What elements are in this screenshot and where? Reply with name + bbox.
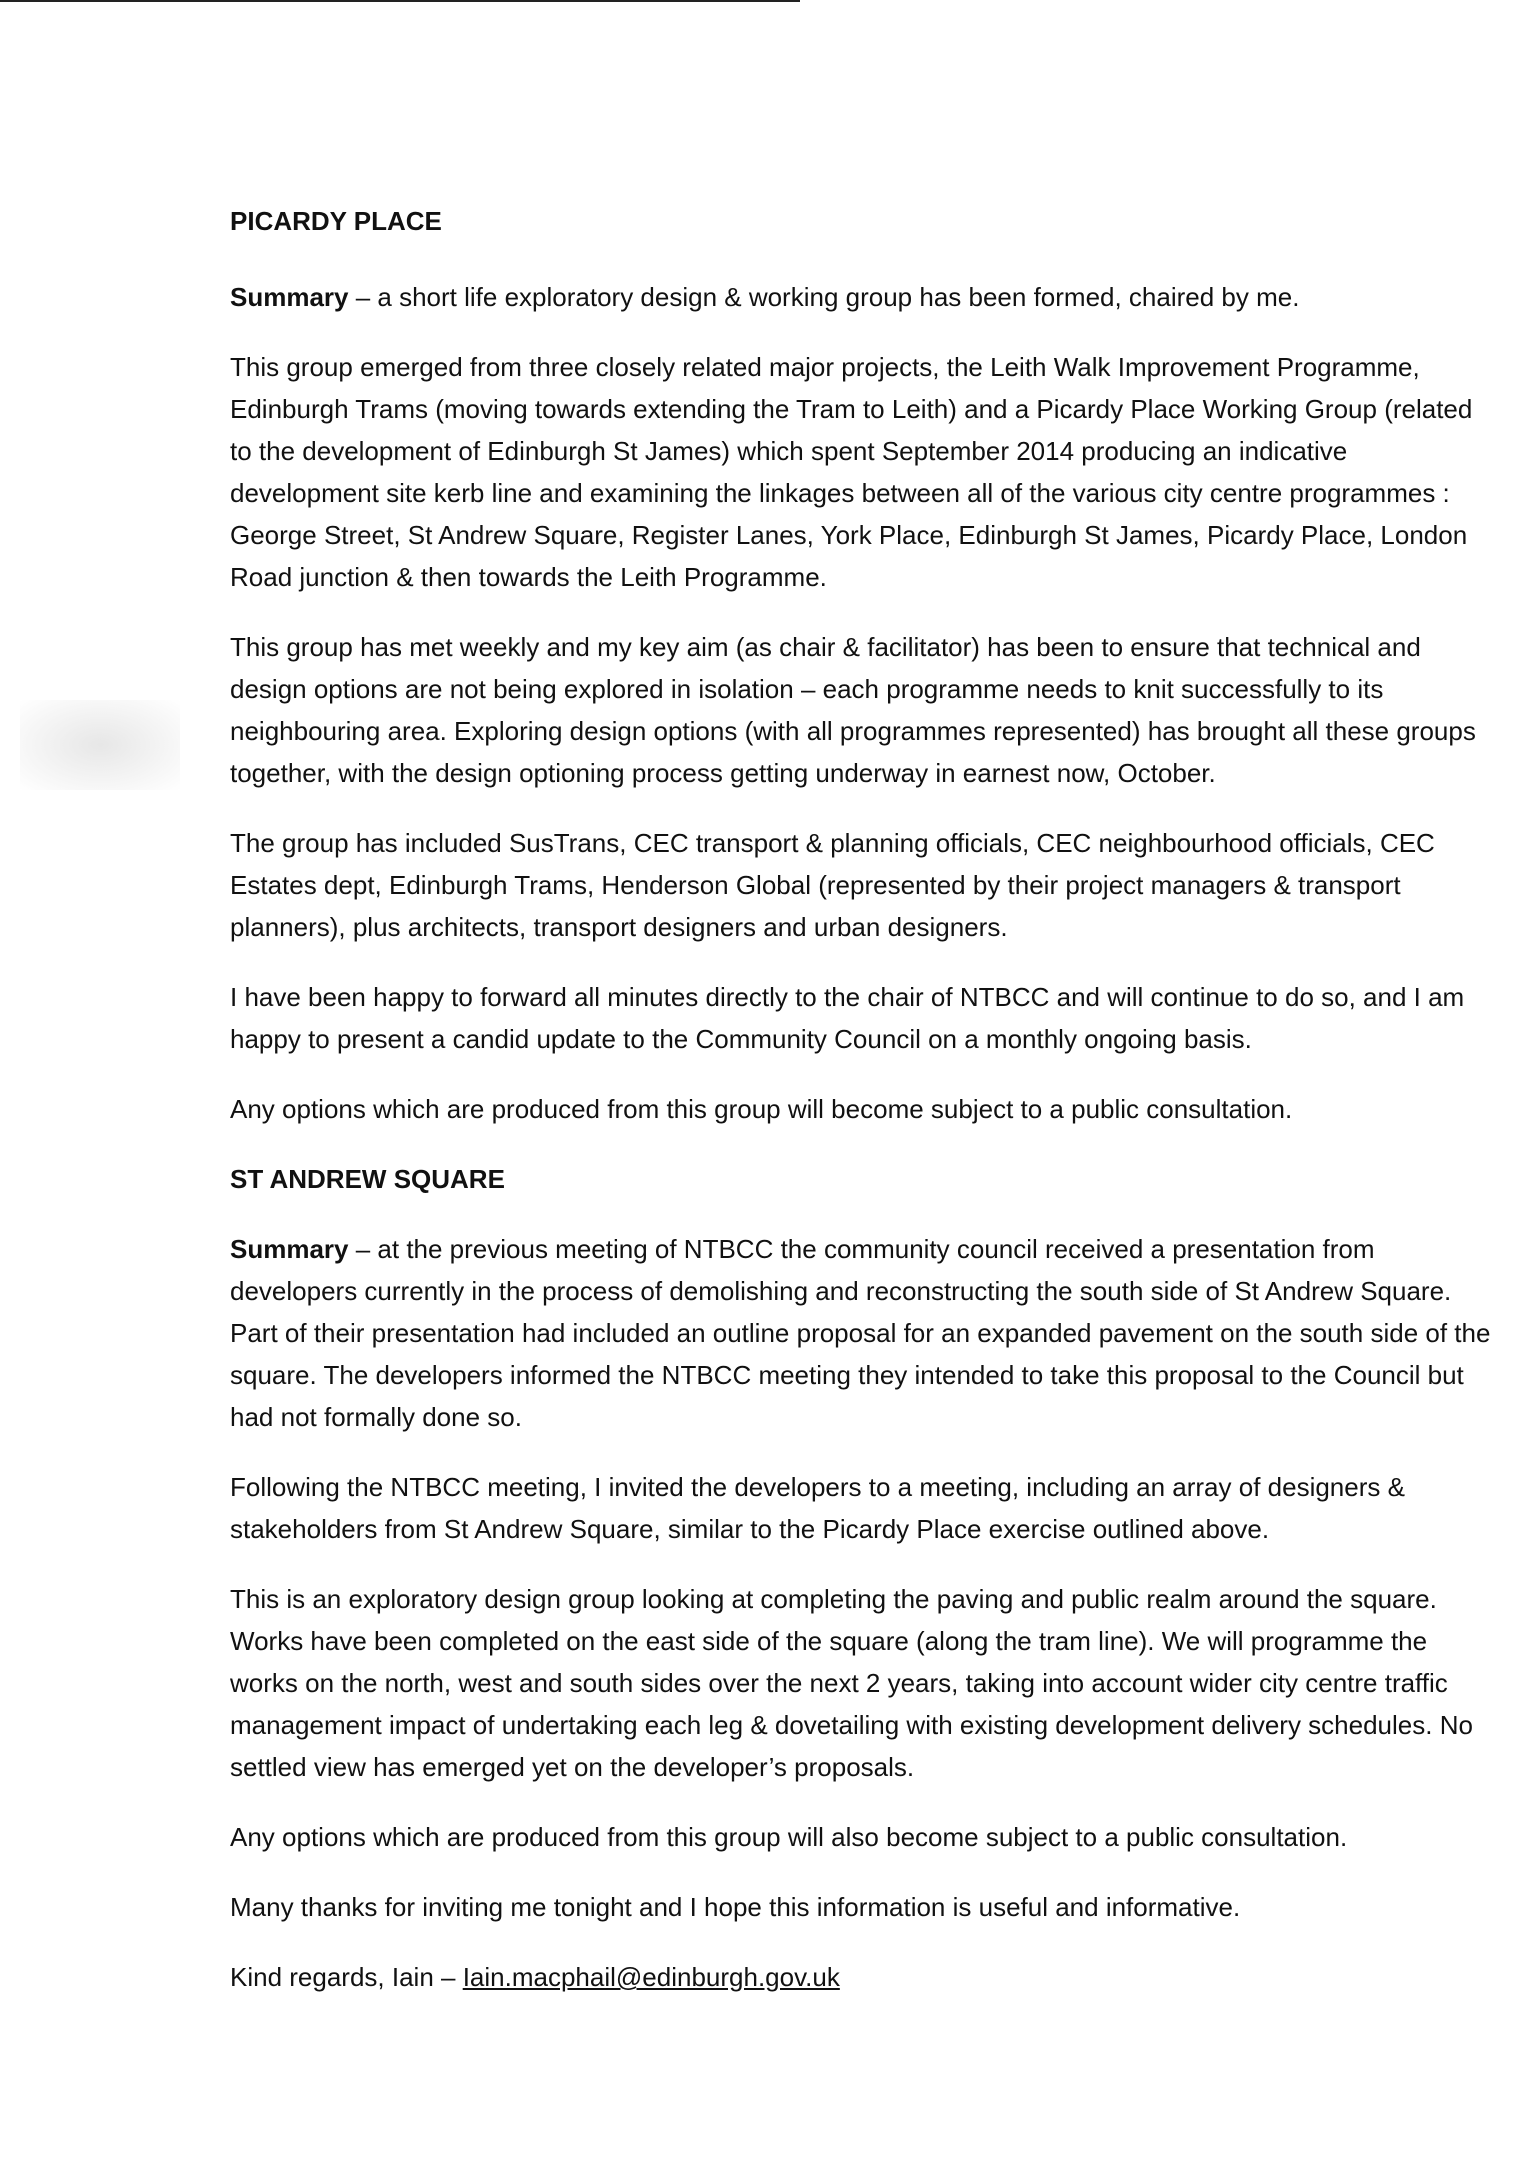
picardy-paragraph-origins: This group emerged from three closely related major projects, the Leith Walk Improvement Programme, Edinburgh Trams (moving towards extending the Tram to Leith) and a Picardy Place Working Group (related to the development of Edinburgh St James) which spent September 2014 producing an indicative development site kerb line and examining the linkages between all of the various city centre programmes : George Street, St Andrew Square, Register Lanes, York Place, Edinburgh St James, Picardy Place, London Road junction & then towards the Leith Programme. [230, 352, 1473, 592]
document-page [230, 200, 1500, 2026]
signoff-text: Kind regards, Iain – [230, 1962, 463, 1992]
st-andrew-summary-paragraph [230, 1228, 1500, 1438]
picardy-paragraph-consultation: Any options which are produced from this group will become subject to a public consultation. [230, 1094, 1293, 1124]
st-andrew-paragraph-meeting: Following the NTBCC meeting, I invited the developers to a meeting, including an array of designers & stakeholders from St Andrew Square, similar to the Picardy Place exercise outlined above. [230, 1472, 1405, 1544]
st-andrew-paragraph-design-group: This is an exploratory design group looking at completing the paving and public realm around the square. Works have been completed on the east side of the square (along the tram line). We will programme the works on the north, west and south sides over the next 2 years, taking into account wider city centre traffic management impact of undertaking each leg & dovetailing with existing development delivery schedules. No settled view has emerged yet on the developer’s proposals. [230, 1584, 1473, 1782]
picardy-paragraph-minutes: I have been happy to forward all minutes directly to the chair of NTBCC and will continue to do so, and I am happy to present a candid update to the Community Council on a monthly ongoing basis. [230, 982, 1465, 1054]
picardy-summary-label: Summary [230, 282, 349, 312]
st-andrew-summary-text: – at the previous meeting of NTBCC the community council received a presentation from developers currently in the process of demolishing and reconstructing the south side of St Andrew Square. Part of their presentation had included an outline proposal for an expanded pavement on the south side of the square. The developers informed the NTBCC meeting they intended to take this proposal to the Council but had not formally done so. [230, 1234, 1491, 1432]
picardy-summary-paragraph [230, 276, 1500, 318]
email-link[interactable]: Iain.macphail@edinburgh.gov.uk [462, 1962, 840, 1992]
st-andrew-paragraph-consultation: Any options which are produced from this group will also become subject to a public consultation. [230, 1822, 1348, 1852]
st-andrew-summary-label: Summary [230, 1234, 349, 1264]
closing-thanks: Many thanks for inviting me tonight and I hope this information is useful and informative. [230, 1892, 1241, 1922]
section-heading-st-andrew-square: ST ANDREW SQUARE [230, 1164, 505, 1194]
picardy-paragraph-members: The group has included SusTrans, CEC transport & planning officials, CEC neighbourhood officials, CEC Estates dept, Edinburgh Trams, Henderson Global (represented by their project managers & transport planners), plus architects, transport designers and urban designers. [230, 828, 1435, 942]
section-heading-picardy-place: PICARDY PLACE [230, 206, 442, 236]
closing-signoff [230, 1956, 1500, 1998]
picardy-summary-text: – a short life exploratory design & working group has been formed, chaired by me. [348, 282, 1300, 312]
picardy-paragraph-meetings: This group has met weekly and my key aim (as chair & facilitator) has been to ensure that technical and design options are not being explored in isolation – each programme needs to knit successfully to its neighbouring area. Exploring design options (with all programmes represented) has brought all these groups together, with the design optioning process getting underway in earnest now, October. [230, 632, 1476, 788]
scan-smudge [20, 700, 180, 790]
scan-top-edge-line [0, 0, 800, 2]
